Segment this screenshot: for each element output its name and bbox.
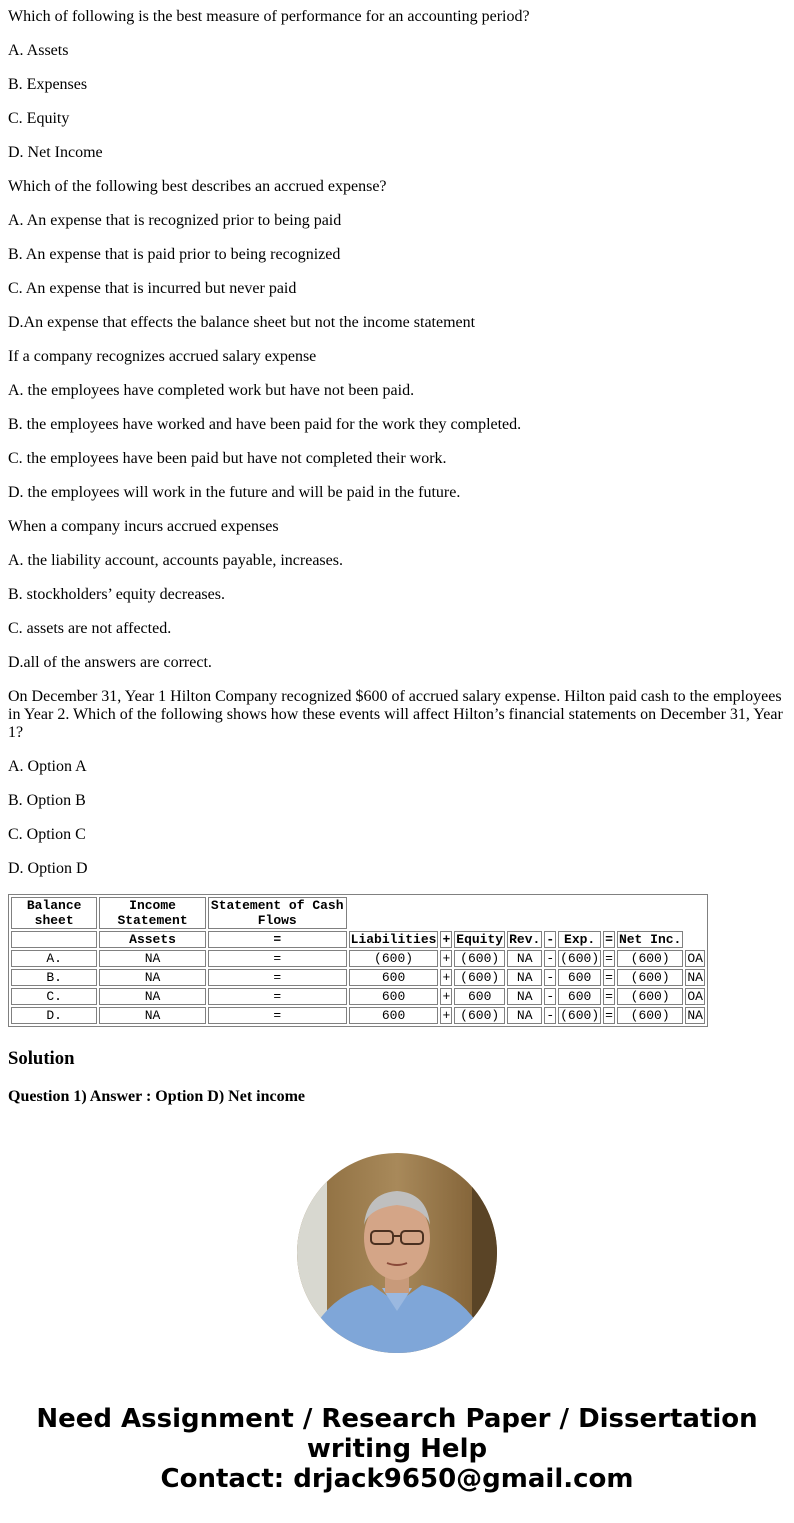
answer-option: B. Option B [8,792,86,809]
questions-section [8,8,786,878]
document-content [8,0,786,1123]
table-column-header: Assets [99,931,206,948]
financial-statements-table [8,894,708,1027]
table-header-filler [349,897,705,929]
table-column-header: + [442,932,451,947]
table-cell: + [442,1008,451,1023]
answer-option: A. the employees have completed work but have not been paid. [8,382,415,399]
table-cell: D. [11,1007,97,1024]
answer-option: C. Equity [8,110,70,127]
table-cell: B. [11,969,97,986]
table-column-header: Rev. [509,932,541,947]
table-cell: (600) [454,1007,505,1024]
table-cell: = [605,1008,613,1023]
table-cell: 600 [558,988,601,1005]
table-cell: - [546,970,555,985]
question-text: Which of the following best describes an accrued expense? [8,178,387,195]
solution-heading: Solution [8,1048,75,1069]
table-cell: NA [507,969,542,986]
table-cell: NA [99,969,206,986]
table-header-filler [685,931,705,948]
table-cell: NA [99,988,206,1005]
table-cell: C. [11,988,97,1005]
table-cell: (600) [617,969,683,986]
table-cell: = [605,951,613,966]
answer-option: D. Option D [8,860,88,877]
table-cell: NA [507,950,542,967]
table-column-header: Net Inc. [618,932,682,947]
table-column-header: Exp. [558,931,601,948]
answer-option: A. Option A [8,758,87,775]
question-text: Which of following is the best measure of performance for an accounting period? [8,8,530,25]
promo-line-2: writing Help [306,1434,488,1464]
answer-option: B. the employees have worked and have been paid for the work they completed. [8,416,522,433]
table-cell: (600) [349,950,439,967]
question-text: When a company incurs accrued expenses [8,518,279,535]
table-row [11,969,705,986]
table-row [11,1007,705,1024]
table-cell: = [605,970,613,985]
table-cell: = [208,950,347,967]
table-column-header: = [208,931,347,948]
answer-option: D. Net Income [8,144,103,161]
table-cell: (600) [560,1008,600,1023]
table-top-header: Balance sheet [11,897,97,929]
answer-option: A. Assets [8,42,69,59]
table-cell: - [546,951,555,966]
table-cell: + [442,970,451,985]
table-cell: (600) [617,1007,683,1024]
table-cell: = [208,988,347,1005]
table-cell: A. [11,950,97,967]
answer-option: B. An expense that is paid prior to being recognized [8,246,341,263]
table-cell: = [208,969,347,986]
solution-answer-1: Question 1) Answer : Option D) Net income [8,1088,306,1105]
table-cell: NA [507,1007,542,1024]
table-top-header: Statement of Cash Flows [208,897,347,929]
table-cell: - [546,989,555,1004]
table-cell: - [546,1008,555,1023]
author-photo [297,1153,497,1353]
table-cell: = [208,1007,347,1024]
table-column-header: = [605,932,613,947]
answer-option: C. assets are not affected. [8,620,172,637]
table-top-header: Income Statement [99,897,206,929]
answer-option: D.An expense that effects the balance sheet but not the income statement [8,314,476,331]
table-cell: OA [685,988,705,1005]
answer-option: C. An expense that is incurred but never paid [8,280,297,297]
table-cell: NA [507,988,542,1005]
table-cell: NA [685,969,705,986]
table-cell: OA [685,950,705,967]
table-column-header [11,931,97,948]
question-text: On December 31, Year 1 Hilton Company recognized $600 of accrued salary expense. Hilton paid cash to the employees in Year 2. Which of the following shows how these events will affect Hilton’s financial statements on December 31, Year 1? [8,688,783,741]
table-column-header: Liabilities [350,932,437,947]
table-cell: NA [99,1007,206,1024]
answer-option: C. Option C [8,826,86,843]
promo-line-3: Contact: drjack9650@gmail.com [160,1464,634,1494]
table-cell: 600 [454,988,505,1005]
table-cell: 600 [349,969,439,986]
answer-option: A. the liability account, accounts payable, increases. [8,552,343,569]
table-column-header: - [546,932,555,947]
table-row [11,950,705,967]
table-column-header: Equity [456,932,504,947]
table-cell: (600) [617,950,683,967]
table-cell: + [442,951,451,966]
table-cell: (600) [560,951,600,966]
table-cell: (600) [617,988,683,1005]
table-cell: (600) [454,969,505,986]
table-cell: 600 [558,969,601,986]
answer-option: D.all of the answers are correct. [8,654,212,671]
question-text: If a company recognizes accrued salary expense [8,348,317,365]
author-photo-image [297,1153,497,1353]
table-cell: (600) [454,950,505,967]
table-cell: = [605,989,613,1004]
answer-option: D. the employees will work in the future and will be paid in the future. [8,484,461,501]
table-cell: 600 [349,988,439,1005]
table-cell: NA [685,1007,705,1024]
table-row [11,988,705,1005]
answer-option: B. Expenses [8,76,88,93]
promo-banner [0,1404,794,1494]
table-cell: NA [99,950,206,967]
answer-option: A. An expense that is recognized prior to being paid [8,212,342,229]
promo-line-1: Need Assignment / Research Paper / Dissertation [36,1404,758,1434]
table-cell: + [442,989,451,1004]
answer-option: C. the employees have been paid but have not completed their work. [8,450,447,467]
answer-option: B. stockholders’ equity decreases. [8,586,225,603]
table-cell: 600 [349,1007,439,1024]
